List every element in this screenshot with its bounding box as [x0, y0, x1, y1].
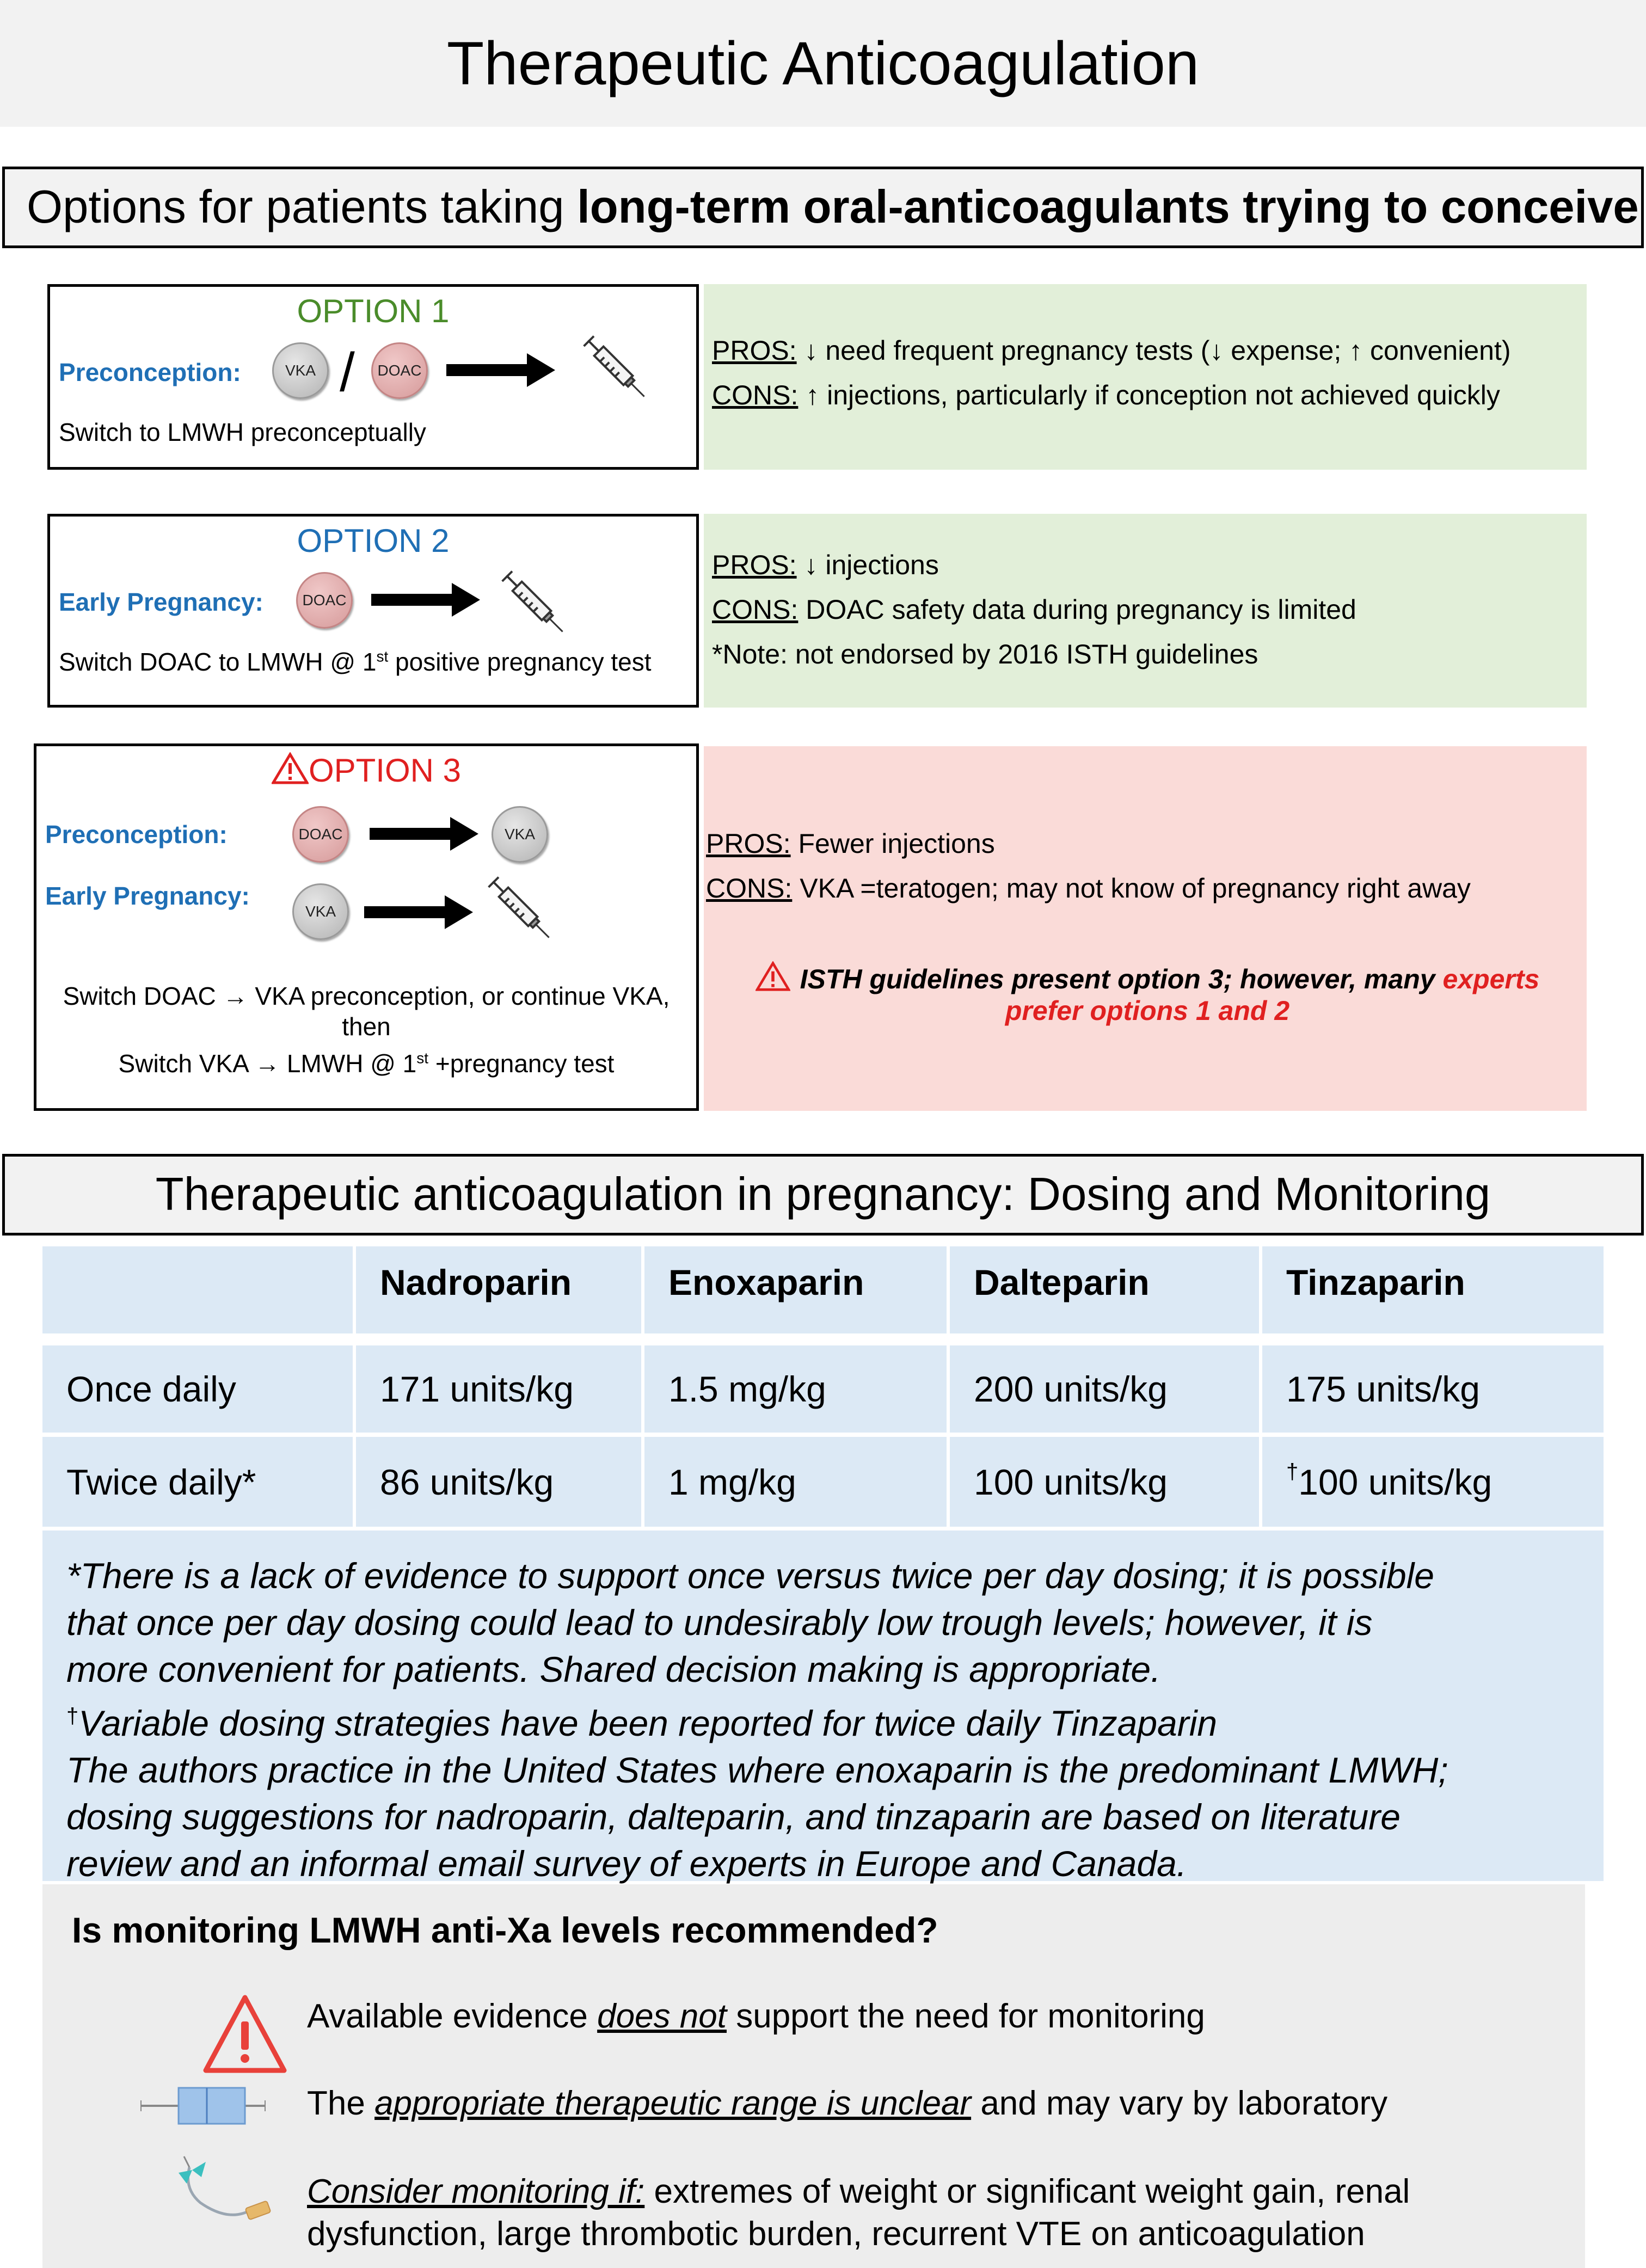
- table-cell: 100 units/kg: [950, 1437, 1259, 1527]
- option-2-cons: CONS: DOAC safety data during pregnancy is limited: [712, 594, 1356, 625]
- doac-pill-icon: [296, 572, 353, 629]
- option-3-early-pregnancy-label: Early Pregnancy:: [45, 882, 250, 910]
- syringe-icon: [494, 563, 575, 644]
- option-2-note: *Note: not endorsed by 2016 ISTH guidelines: [712, 639, 1258, 669]
- dosing-notes: [42, 1531, 1604, 1884]
- table-header-empty: [42, 1246, 353, 1333]
- vka-pill-icon: [272, 342, 329, 399]
- vka-pill-icon: [292, 883, 349, 940]
- warning-triangle-icon: [272, 752, 309, 785]
- arrow-icon: [371, 591, 480, 609]
- table-header-dalteparin: Dalteparin: [950, 1246, 1259, 1333]
- section-header-dosing: [2, 1154, 1644, 1236]
- table-cell: 171 units/kg: [356, 1345, 641, 1433]
- option-3-text-3: Switch VKA → LMWH @ 1st +pregnancy test: [118, 1049, 615, 1078]
- option-3-box: [34, 743, 699, 1111]
- pill-label: DOAC: [298, 826, 343, 843]
- note-line: that once per day dosing could lead to undesirably low trough levels; however, it is: [66, 1602, 1373, 1643]
- table-header-nadroparin: Nadroparin: [356, 1246, 641, 1333]
- option-2-pros: PROS: ↓ injections: [712, 550, 939, 580]
- warning-triangle-icon: [201, 1993, 288, 2075]
- pill-label: DOAC: [377, 362, 422, 379]
- option-3-warning: ISTH guidelines present option 3; however, many experts prefer options 1 and 2: [715, 961, 1580, 1027]
- monitoring-item-range: The appropriate therapeutic range is unclear and may vary by laboratory: [307, 2085, 1388, 2122]
- monitoring-item-consider-cont: dysfunction, large thrombotic burden, recurrent VTE on anticoagulation: [307, 2215, 1365, 2253]
- title-bar: [0, 0, 1646, 127]
- arrow-icon: [364, 903, 473, 921]
- monitoring-item-consider: Consider monitoring if: extremes of weight or significant weight gain, renal: [307, 2173, 1410, 2210]
- doac-pill-icon: [371, 342, 428, 399]
- arrow-icon: [446, 361, 555, 379]
- syringe-icon: [575, 328, 657, 409]
- pill-label: VKA: [305, 903, 336, 920]
- vka-pill-icon: [492, 806, 548, 863]
- table-header-enoxaparin: Enoxaparin: [644, 1246, 947, 1333]
- table-row-label: Once daily: [42, 1345, 353, 1433]
- pill-label: VKA: [285, 362, 316, 379]
- note-line: review and an informal email survey of experts in Europe and Canada.: [66, 1843, 1187, 1884]
- note-line: more convenient for patients. Shared decision making is appropriate.: [66, 1649, 1161, 1689]
- table-cell: 175 units/kg: [1262, 1345, 1604, 1433]
- option-3-pros: PROS: Fewer injections: [706, 828, 995, 859]
- option-3-cons: CONS: VKA =teratogen; may not know of pregnancy right away: [706, 873, 1471, 903]
- option-1-text: Switch to LMWH preconceptually: [59, 418, 426, 446]
- note-line: The authors practice in the United States where enoxaparin is the predominant LMWH;: [66, 1750, 1448, 1790]
- monitoring-question: Is monitoring LMWH anti-Xa levels recommended?: [72, 1910, 938, 1950]
- arrow-icon: [370, 825, 478, 843]
- option-1-box: [47, 284, 699, 470]
- table-cell: 1.5 mg/kg: [644, 1345, 947, 1433]
- option-2-text: Switch DOAC to LMWH @ 1st positive pregnancy test: [59, 648, 652, 676]
- syringe-icon: [480, 869, 562, 950]
- option-2-box: [47, 514, 699, 708]
- option-2-early-pregnancy-label: Early Pregnancy:: [59, 588, 263, 616]
- table-cell: 86 units/kg: [356, 1437, 641, 1527]
- doac-pill-icon: [292, 806, 349, 863]
- section-header-options: [2, 167, 1644, 248]
- monitoring-section: [42, 1884, 1585, 2268]
- option-1-title: OPTION 1: [297, 293, 450, 329]
- option-3-title: OPTION 3: [36, 752, 696, 789]
- option-3-text-1: Switch DOAC → VKA preconception, or continue VKA,: [63, 982, 670, 1010]
- section-header-options-text: Options for patients taking long-term oral-anticoagulants trying to conceive: [27, 181, 1639, 233]
- slash-separator: /: [340, 342, 355, 403]
- option-1-preconception-label: Preconception:: [59, 358, 241, 386]
- option-1-pros: PROS: ↓ need frequent pregnancy tests (↓ expense; ↑ convenient): [712, 335, 1511, 366]
- note-line: dosing suggestions for nadroparin, dalteparin, and tinzaparin are based on literature: [66, 1797, 1401, 1837]
- option-3-preconception-label: Preconception:: [45, 820, 228, 849]
- note-line: *There is a lack of evidence to support once versus twice per day dosing; it is possible: [66, 1556, 1434, 1596]
- pill-label: VKA: [504, 826, 536, 843]
- option-3-pros-cons: [704, 746, 1587, 1111]
- option-1-pros-cons: [704, 284, 1587, 470]
- table-cell: 200 units/kg: [950, 1345, 1259, 1433]
- warning-triangle-icon: [756, 961, 790, 992]
- table-row-label: Twice daily*: [42, 1437, 353, 1527]
- option-2-pros-cons: [704, 514, 1587, 708]
- table-cell-tinzaparin-twice: † 100 units/kg: [1262, 1437, 1604, 1527]
- note-line: †Variable dosing strategies have been reported for twice daily Tinzaparin: [66, 1703, 1218, 1743]
- butterfly-needle-icon: [168, 2151, 277, 2244]
- table-cell: 1 mg/kg: [644, 1437, 947, 1527]
- section-header-dosing-text: Therapeutic anticoagulation in pregnancy: Dosing and Monitoring: [155, 1169, 1491, 1220]
- table-header-tinzaparin: Tinzaparin: [1262, 1246, 1604, 1333]
- pill-label: DOAC: [302, 592, 347, 609]
- monitoring-item-evidence: Available evidence does not support the need for monitoring: [307, 1997, 1205, 2035]
- test-tube-icon: [140, 2081, 266, 2130]
- option-3-text-2: then: [342, 1012, 391, 1041]
- option-1-cons: CONS: ↑ injections, particularly if conception not achieved quickly: [712, 380, 1500, 410]
- page-title: Therapeutic Anticoagulation: [446, 29, 1200, 97]
- option-2-title: OPTION 2: [297, 523, 450, 559]
